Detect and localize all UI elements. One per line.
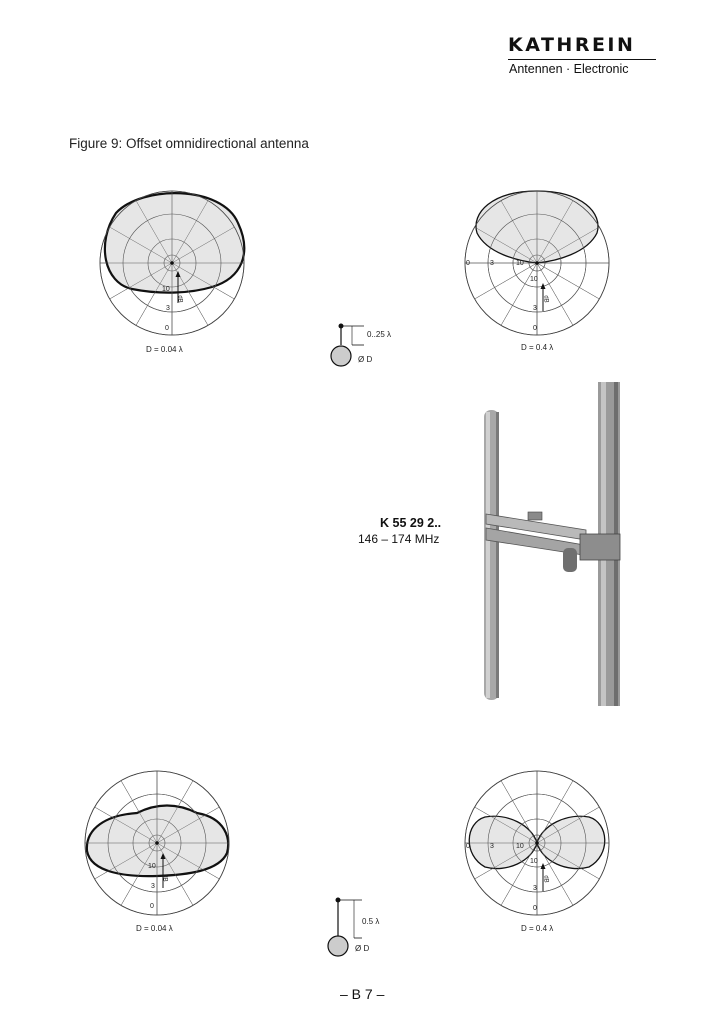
scale-3-top-left: 3 — [166, 305, 170, 312]
diagram-label-top-right: D = 0.4 λ — [521, 343, 554, 352]
scale-10-top-right: 10 — [530, 276, 538, 283]
unit-bottom-right: dB — [542, 875, 549, 883]
offset-distance-top: 0..25 λ — [367, 330, 392, 339]
page-number: – B 7 – — [340, 986, 385, 1002]
diagram-label-bottom-left: D = 0.04 λ — [136, 924, 173, 933]
polar-diagram-bottom-left — [85, 771, 229, 915]
offset-distance-bottom: 0.5 λ — [362, 917, 380, 926]
scale-10-bottom-left: 10 — [148, 863, 156, 870]
scale-3-bottom-right: 3 — [533, 885, 537, 892]
axis-10-top-right: 10 — [516, 260, 524, 267]
axis-3-top-right: 3 — [490, 260, 494, 267]
frequency-range: 146 – 174 MHz — [358, 532, 440, 546]
scale-3-top-right: 3 — [533, 305, 537, 312]
axis-10-bottom-right: 10 — [516, 843, 524, 850]
figure-title: Figure 9: Offset omnidirectional antenna — [69, 136, 309, 151]
scale-0-bottom-left: 0 — [150, 903, 154, 910]
antenna-photo — [484, 382, 620, 706]
scale-0-top-left: 0 — [165, 325, 169, 332]
scale-10-bottom-right: 10 — [530, 858, 538, 865]
scale-10-top-left: 10 — [162, 286, 170, 293]
axis-0-top-right: 0 — [466, 260, 470, 267]
logo-tagline: Antennen · Electronic — [509, 62, 629, 76]
diameter-label-bottom: Ø D — [355, 944, 370, 953]
polar-diagram-top-right — [465, 191, 609, 335]
kathrein-logo: KATHREIN — [508, 34, 636, 56]
unit-top-left: dB — [176, 295, 183, 303]
unit-top-right: dB — [542, 295, 549, 303]
axis-0-bottom-right: 0 — [466, 843, 470, 850]
scale-0-top-right: 0 — [533, 325, 537, 332]
axis-3-bottom-right: 3 — [490, 843, 494, 850]
diagram-label-bottom-right: D = 0.4 λ — [521, 924, 554, 933]
polar-diagram-bottom-right — [465, 771, 609, 915]
scale-0-bottom-right: 0 — [533, 905, 537, 912]
scale-3-bottom-left: 3 — [151, 883, 155, 890]
unit-bottom-left: dB — [161, 874, 168, 882]
polar-diagram-top-left — [100, 191, 244, 335]
product-model: K 55 29 2.. — [380, 516, 442, 530]
diagram-label-top-left: D = 0.04 λ — [146, 345, 183, 354]
diameter-label-top: Ø D — [358, 355, 373, 364]
